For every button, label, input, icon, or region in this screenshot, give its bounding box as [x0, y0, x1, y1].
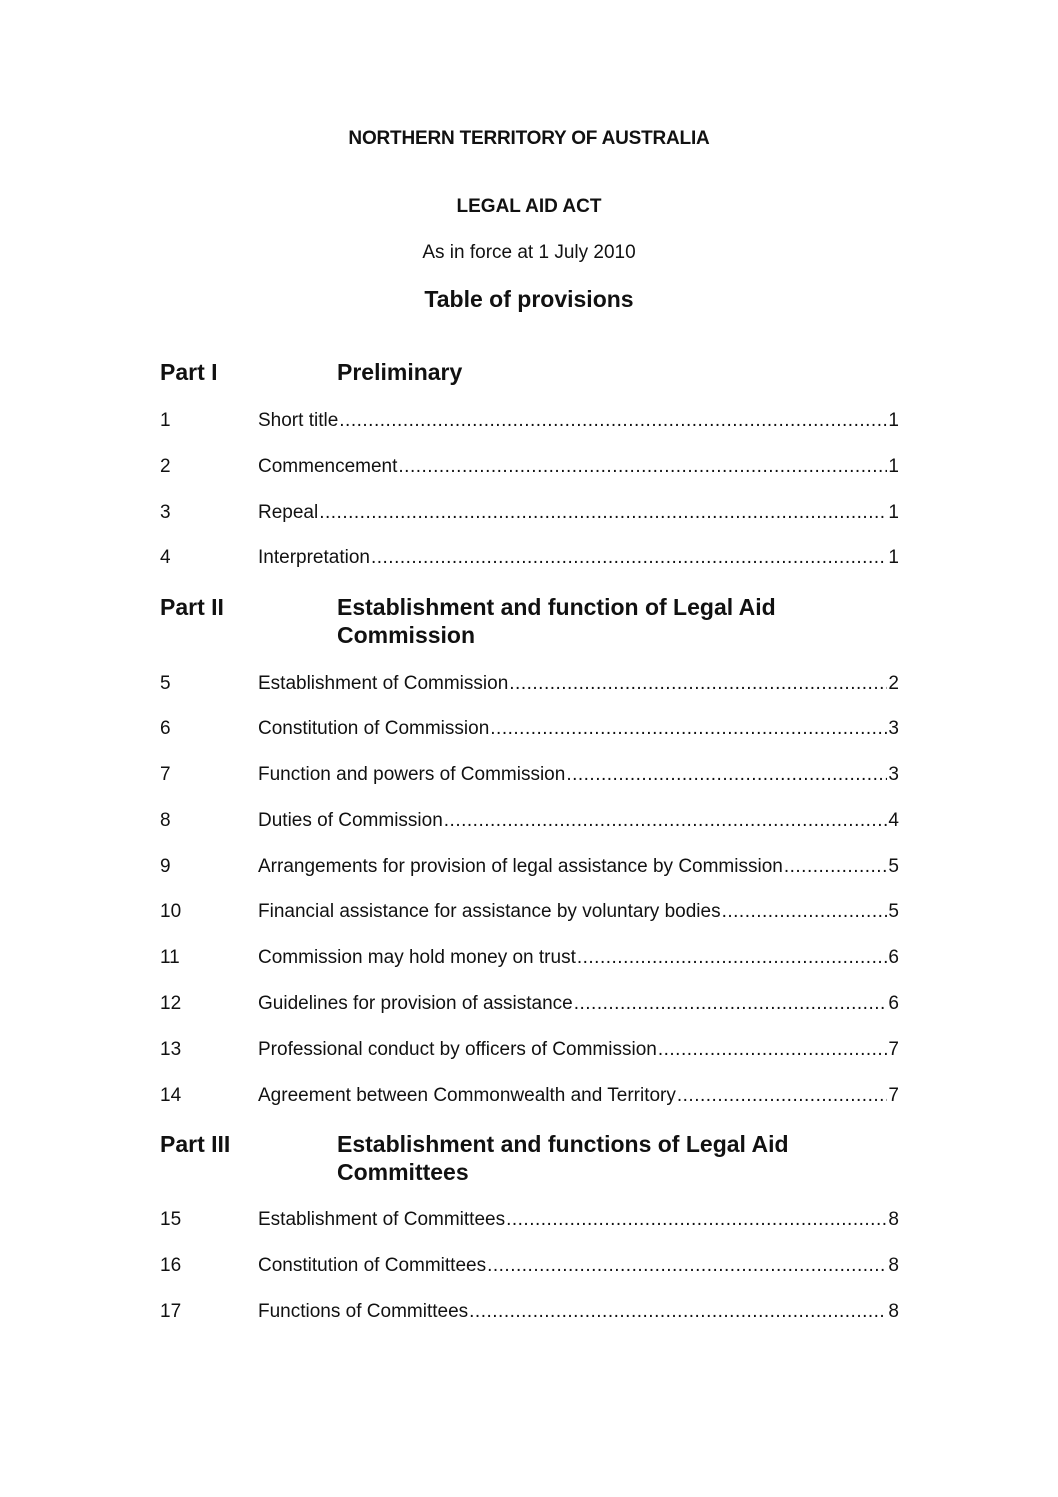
section-number: 10	[160, 901, 182, 922]
section-title[interactable]: Establishment of Commission	[258, 673, 509, 694]
page-number: 2	[888, 673, 899, 694]
in-force-date: As in force at 1 July 2010	[422, 242, 636, 263]
dot-leader	[339, 409, 887, 433]
toc-entry[interactable]	[160, 546, 899, 570]
section-title[interactable]: Guidelines for provision of assistance	[258, 993, 573, 1014]
section-title[interactable]: Financial assistance for assistance by voluntary bodies	[258, 901, 721, 922]
section-title[interactable]: Commission may hold money on trust	[258, 947, 576, 968]
dot-leader	[658, 1038, 888, 1062]
page-number: 3	[888, 718, 899, 739]
page-number: 8	[888, 1301, 899, 1322]
page-number: 6	[888, 947, 899, 968]
page-number: 3	[888, 764, 899, 785]
toc-entry[interactable]	[160, 717, 899, 741]
section-title[interactable]: Duties of Commission	[258, 810, 443, 831]
section-number: 17	[160, 1301, 182, 1322]
act-title: LEGAL AID ACT	[456, 196, 602, 217]
section-number: 1	[160, 410, 171, 431]
page-number: 1	[888, 456, 899, 477]
section-number: 8	[160, 810, 171, 831]
dot-leader	[469, 1300, 887, 1324]
section-title[interactable]: Establishment of Committees	[258, 1209, 506, 1230]
section-title[interactable]: Short title	[258, 410, 339, 431]
page-number: 8	[888, 1209, 899, 1230]
toc-entry[interactable]	[160, 763, 899, 787]
toc-entry[interactable]	[160, 501, 899, 525]
dot-leader	[566, 763, 887, 787]
dot-leader	[574, 992, 888, 1016]
toc-entry[interactable]	[160, 1300, 899, 1324]
toc-entry[interactable]	[160, 855, 899, 879]
dot-leader	[577, 946, 888, 970]
section-title[interactable]: Function and powers of Commission	[258, 764, 566, 785]
section-number: 9	[160, 856, 171, 877]
dot-leader	[487, 1254, 887, 1278]
toc-entry[interactable]	[160, 992, 899, 1016]
toc-entry[interactable]	[160, 455, 899, 479]
dot-leader	[784, 855, 888, 879]
part-title: Establishment and function of Legal Aid Commission	[337, 594, 776, 648]
page-number: 5	[888, 901, 899, 922]
section-title[interactable]: Agreement between Commonwealth and Territory	[258, 1085, 676, 1106]
page-number: 7	[888, 1039, 899, 1060]
toc-entry[interactable]	[160, 1084, 899, 1108]
toc-entry[interactable]	[160, 1208, 899, 1232]
part-label: Part I	[160, 359, 218, 385]
toc-entry[interactable]	[160, 946, 899, 970]
dot-leader	[444, 809, 888, 833]
part-title: Establishment and functions of Legal Aid Committees	[337, 1131, 789, 1185]
section-number: 15	[160, 1209, 182, 1230]
page-number: 1	[888, 502, 899, 523]
page-number: 4	[888, 810, 899, 831]
section-number: 13	[160, 1039, 182, 1060]
section-title[interactable]: Commencement	[258, 456, 398, 477]
page-number: 7	[888, 1085, 899, 1106]
section-title[interactable]: Interpretation	[258, 547, 370, 568]
dot-leader	[509, 672, 887, 696]
toc-entry[interactable]	[160, 1254, 899, 1278]
section-number: 4	[160, 547, 171, 568]
dot-leader	[490, 717, 887, 741]
dot-leader	[677, 1084, 888, 1108]
section-number: 6	[160, 718, 171, 739]
section-number: 11	[160, 947, 180, 968]
toc-entry[interactable]	[160, 809, 899, 833]
toc-entry[interactable]	[160, 900, 899, 924]
section-number: 3	[160, 502, 171, 523]
jurisdiction-heading: NORTHERN TERRITORY OF AUSTRALIA	[348, 128, 710, 149]
section-number: 14	[160, 1085, 182, 1106]
dot-leader	[506, 1208, 887, 1232]
page-number: 6	[888, 993, 899, 1014]
section-title[interactable]: Constitution of Commission	[258, 718, 490, 739]
page-number: 1	[888, 410, 899, 431]
part-label: Part II	[160, 594, 224, 620]
page-number: 5	[888, 856, 899, 877]
dot-leader	[722, 900, 888, 924]
section-title[interactable]: Professional conduct by officers of Commission	[258, 1039, 657, 1060]
part-title: Preliminary	[337, 359, 463, 385]
toc-entry[interactable]	[160, 1038, 899, 1062]
section-title[interactable]: Repeal	[258, 502, 319, 523]
dot-leader	[371, 546, 887, 570]
section-number: 2	[160, 456, 171, 477]
toc-entry[interactable]	[160, 672, 899, 696]
section-title[interactable]: Arrangements for provision of legal assistance by Commission	[258, 856, 783, 877]
dot-leader	[398, 455, 887, 479]
part-label: Part III	[160, 1131, 231, 1157]
section-title[interactable]: Constitution of Committees	[258, 1255, 487, 1276]
page-number: 8	[888, 1255, 899, 1276]
toc-title: Table of provisions	[424, 286, 634, 312]
dot-leader	[319, 501, 887, 525]
section-title[interactable]: Functions of Committees	[258, 1301, 469, 1322]
section-number: 16	[160, 1255, 182, 1276]
toc-entry[interactable]	[160, 409, 899, 433]
section-number: 7	[160, 764, 171, 785]
section-number: 12	[160, 993, 182, 1014]
section-number: 5	[160, 673, 171, 694]
page-number: 1	[888, 547, 899, 568]
